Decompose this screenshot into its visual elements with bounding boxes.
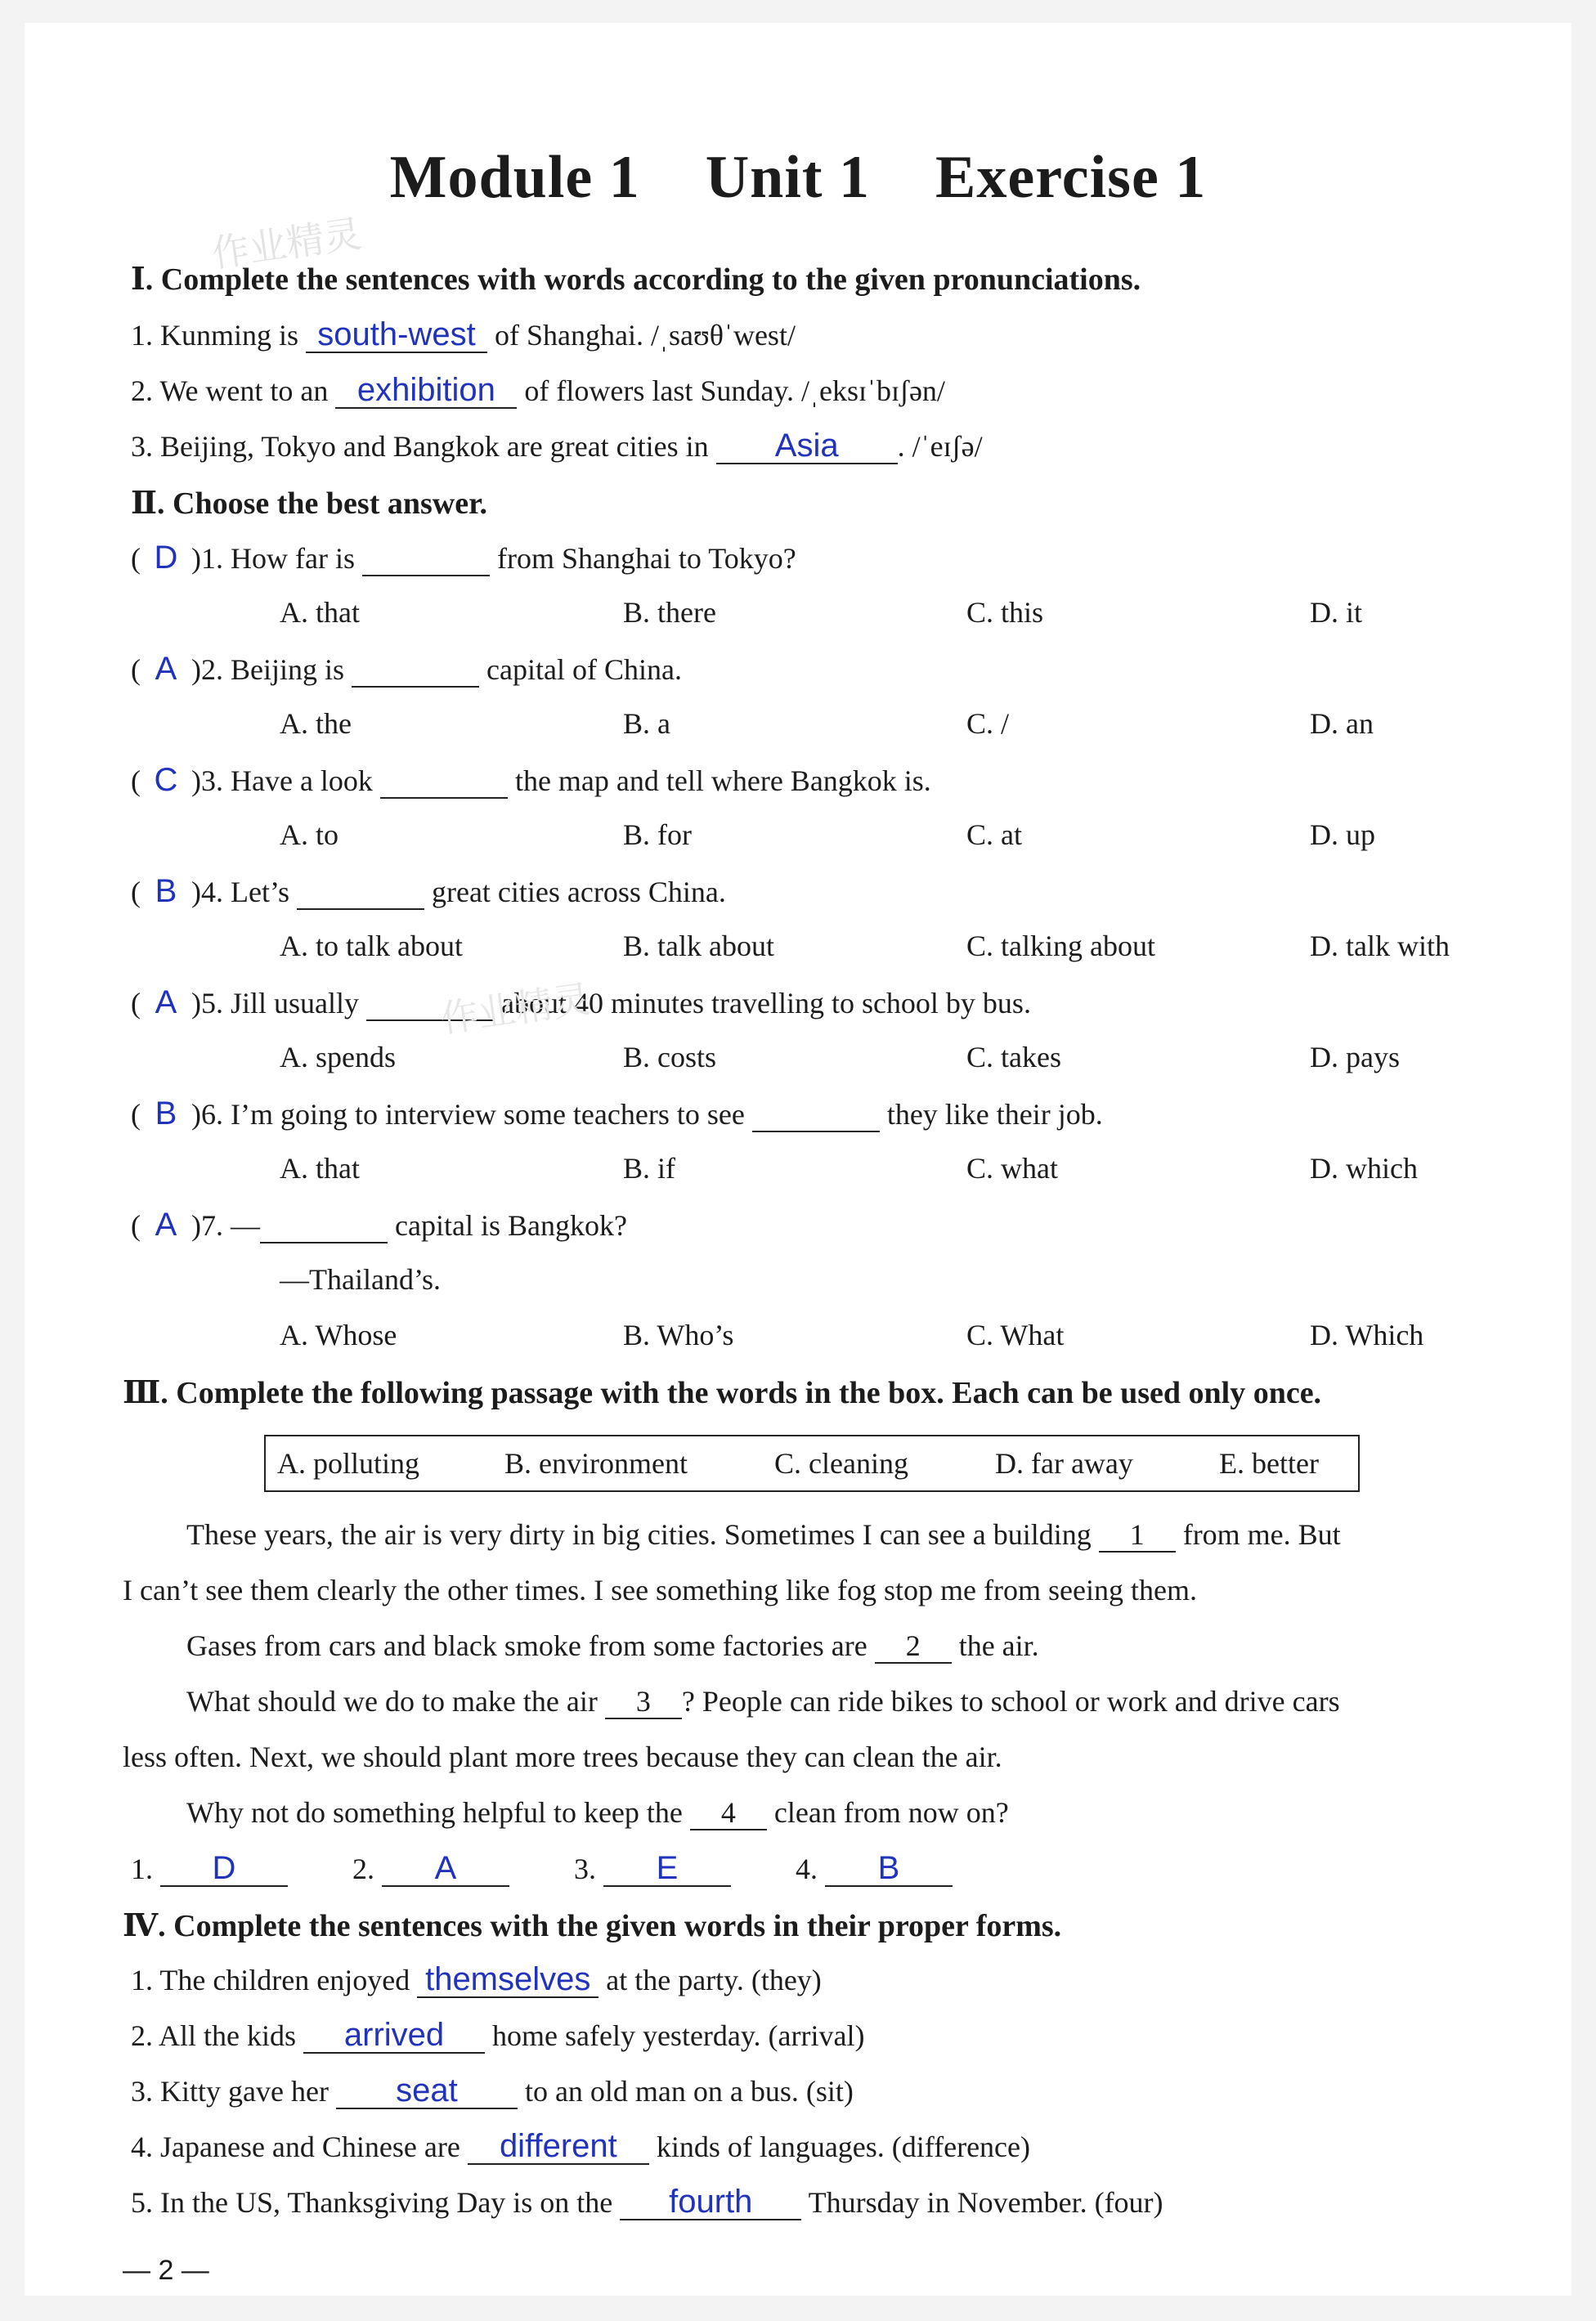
passage-line-6: Why not do something helpful to keep the 4 clean from now on? (186, 1796, 1009, 1829)
passage-line-1: These years, the air is very dirty in big cities. Sometimes I can see a building 1 from me. But (186, 1518, 1341, 1551)
page-number: — 2 — (123, 2255, 209, 2286)
s2-q2-option-d[interactable]: D. an (1310, 707, 1374, 740)
word-box-option-c: C. cleaning (774, 1447, 908, 1480)
s1-answer-3[interactable]: Asia (716, 428, 898, 464)
passage-blank-4: 4 (690, 1798, 767, 1830)
passage-blank-2: 2 (875, 1631, 952, 1664)
passage-blank-3: 3 (605, 1687, 682, 1719)
word-box (264, 1435, 1360, 1492)
s2-q7-option-d[interactable]: D. Which (1310, 1319, 1424, 1351)
s2-answer-2[interactable]: A (155, 651, 177, 687)
s4-item-1: 1. The children enjoyed themselves at the party. (they) (131, 1961, 822, 1997)
word-box-option-a: A. polluting (277, 1447, 420, 1480)
s4-item-4: 4. Japanese and Chinese are different kinds of languages. (difference) (131, 2128, 1030, 2164)
section1-heading: Ⅰ. Complete the sentences with words according to the given pronunciations. (131, 262, 1141, 297)
s2-q4-option-c[interactable]: C. talking about (966, 930, 1155, 962)
s2-question-3: ( C )3. Have a look the map and tell where Bangkok is. (131, 762, 931, 798)
s2-q5-option-c[interactable]: C. takes (966, 1041, 1061, 1073)
s2-q5-option-b[interactable]: B. costs (623, 1041, 717, 1073)
s2-q2-option-b[interactable]: B. a (623, 707, 670, 740)
s2-question-2: ( A )2. Beijing is capital of China. (131, 651, 682, 687)
s2-q5-option-d[interactable]: D. pays (1310, 1041, 1400, 1073)
s2-answer-1[interactable]: D (154, 540, 178, 576)
s2-question-4: ( B )4. Let’s great cities across China. (131, 873, 726, 909)
passage-answer-2[interactable]: A (382, 1851, 509, 1887)
s2-answer-4[interactable]: B (155, 873, 177, 909)
passage-answer-4[interactable]: B (825, 1851, 953, 1887)
s2-answer-6[interactable]: B (155, 1096, 177, 1131)
s2-q1-option-c[interactable]: C. this (966, 596, 1044, 629)
word-box-option-b: B. environment (504, 1447, 688, 1480)
s2-q2-option-a[interactable]: A. the (280, 707, 352, 740)
title-module: Module 1 (389, 144, 640, 211)
word-box-option-e: E. better (1219, 1447, 1319, 1480)
s2-q3-option-d[interactable]: D. up (1310, 818, 1375, 851)
s4-item-5: 5. In the US, Thanksgiving Day is on the fourth Thursday in November. (four) (131, 2184, 1163, 2220)
s2-question-1: ( D )1. How far is from Shanghai to Tokyo? (131, 540, 796, 576)
s4-answer-3[interactable]: seat (336, 2073, 518, 2109)
watermark: 作业精灵 (208, 211, 365, 276)
passage-line-3: Gases from cars and black smoke from some factories are 2 the air. (186, 1629, 1039, 1662)
s2-q6-option-c[interactable]: C. what (966, 1152, 1058, 1185)
s4-answer-4[interactable]: different (468, 2129, 649, 2165)
s1-answer-1[interactable]: south-west (306, 317, 487, 353)
s4-answer-1[interactable]: themselves (417, 1962, 598, 1998)
s2-q7-option-c[interactable]: C. What (966, 1319, 1065, 1351)
s2-q7-reply: —Thailand’s. (280, 1263, 441, 1296)
s2-q1-option-d[interactable]: D. it (1310, 596, 1363, 629)
s2-question-6: ( B )6. I’m going to interview some teachers to see they like their job. (131, 1096, 1103, 1131)
s4-item-3: 3. Kitty gave her seat to an old man on a bus. (sit) (131, 2072, 854, 2108)
s2-q3-option-b[interactable]: B. for (623, 818, 692, 851)
word-box-option-d: D. far away (995, 1447, 1133, 1480)
s2-answer-5[interactable]: A (155, 984, 177, 1020)
s2-question-7: ( A )7. — capital is Bangkok? (131, 1207, 627, 1243)
s2-question-5: ( A )5. Jill usually about 40 minutes travelling to school by bus. (131, 984, 1031, 1020)
page-title (0, 143, 1596, 213)
passage-line-4: What should we do to make the air 3 ? People can ride bikes to school or work and drive cars (186, 1685, 1340, 1718)
s2-answer-7[interactable]: A (155, 1207, 177, 1243)
s2-answer-3[interactable]: C (154, 762, 178, 798)
s2-q3-option-c[interactable]: C. at (966, 818, 1022, 851)
passage-answer-3[interactable]: E (603, 1851, 731, 1887)
s2-q4-option-b[interactable]: B. talk about (623, 930, 774, 962)
s2-q7-option-a[interactable]: A. Whose (280, 1319, 397, 1351)
s1-answer-2[interactable]: exhibition (335, 373, 517, 409)
s4-item-2: 2. All the kids arrived home safely yesterday. (arrival) (131, 2017, 865, 2053)
s1-item-3: 3. Beijing, Tokyo and Bangkok are great cities in Asia . /ˈeɪʃə/ (131, 428, 983, 464)
s1-item-2: 2. We went to an exhibition of flowers last Sunday. /ˌeksɪˈbɪʃən/ (131, 372, 945, 408)
s2-q4-option-a[interactable]: A. to talk about (280, 930, 463, 962)
s2-q5-option-a[interactable]: A. spends (280, 1041, 396, 1073)
s2-q4-option-d[interactable]: D. talk with (1310, 930, 1450, 962)
passage-line-2: I can’t see them clearly the other times. I see something like fog stop me from seeing them. (123, 1574, 1197, 1606)
section4-heading: Ⅳ. Complete the sentences with the given words in their proper forms. (123, 1909, 1062, 1943)
passage-answer-1[interactable]: D (160, 1851, 288, 1887)
s2-q2-option-c[interactable]: C. / (966, 707, 1010, 740)
section3-heading: Ⅲ. Complete the following passage with the words in the box. Each can be used only once. (123, 1376, 1322, 1410)
title-unit: Unit 1 (705, 144, 871, 211)
s2-q6-option-a[interactable]: A. that (280, 1152, 360, 1185)
section2-heading: Ⅱ. Choose the best answer. (131, 486, 487, 521)
passage-answers: 1. D 2. A 3. E 4. B (131, 1851, 953, 1887)
s2-q6-option-d[interactable]: D. which (1310, 1152, 1418, 1185)
title-exercise: Exercise 1 (935, 144, 1207, 211)
s4-answer-5[interactable]: fourth (620, 2184, 801, 2220)
s2-q6-option-b[interactable]: B. if (623, 1152, 676, 1185)
passage-line-5: less often. Next, we should plant more trees because they can clean the air. (123, 1741, 1002, 1773)
s2-q1-option-a[interactable]: A. that (280, 596, 360, 629)
s1-item-1: 1. Kunming is south-west of Shanghai. /ˌsaʊθˈwest/ (131, 316, 796, 352)
s4-answer-2[interactable]: arrived (303, 2018, 485, 2054)
watermark-2: 作业精灵 (437, 976, 594, 1042)
s2-q7-option-b[interactable]: B. Who’s (623, 1319, 734, 1351)
s2-q1-option-b[interactable]: B. there (623, 596, 716, 629)
passage-blank-1: 1 (1099, 1520, 1176, 1553)
s2-q3-option-a[interactable]: A. to (280, 818, 338, 851)
